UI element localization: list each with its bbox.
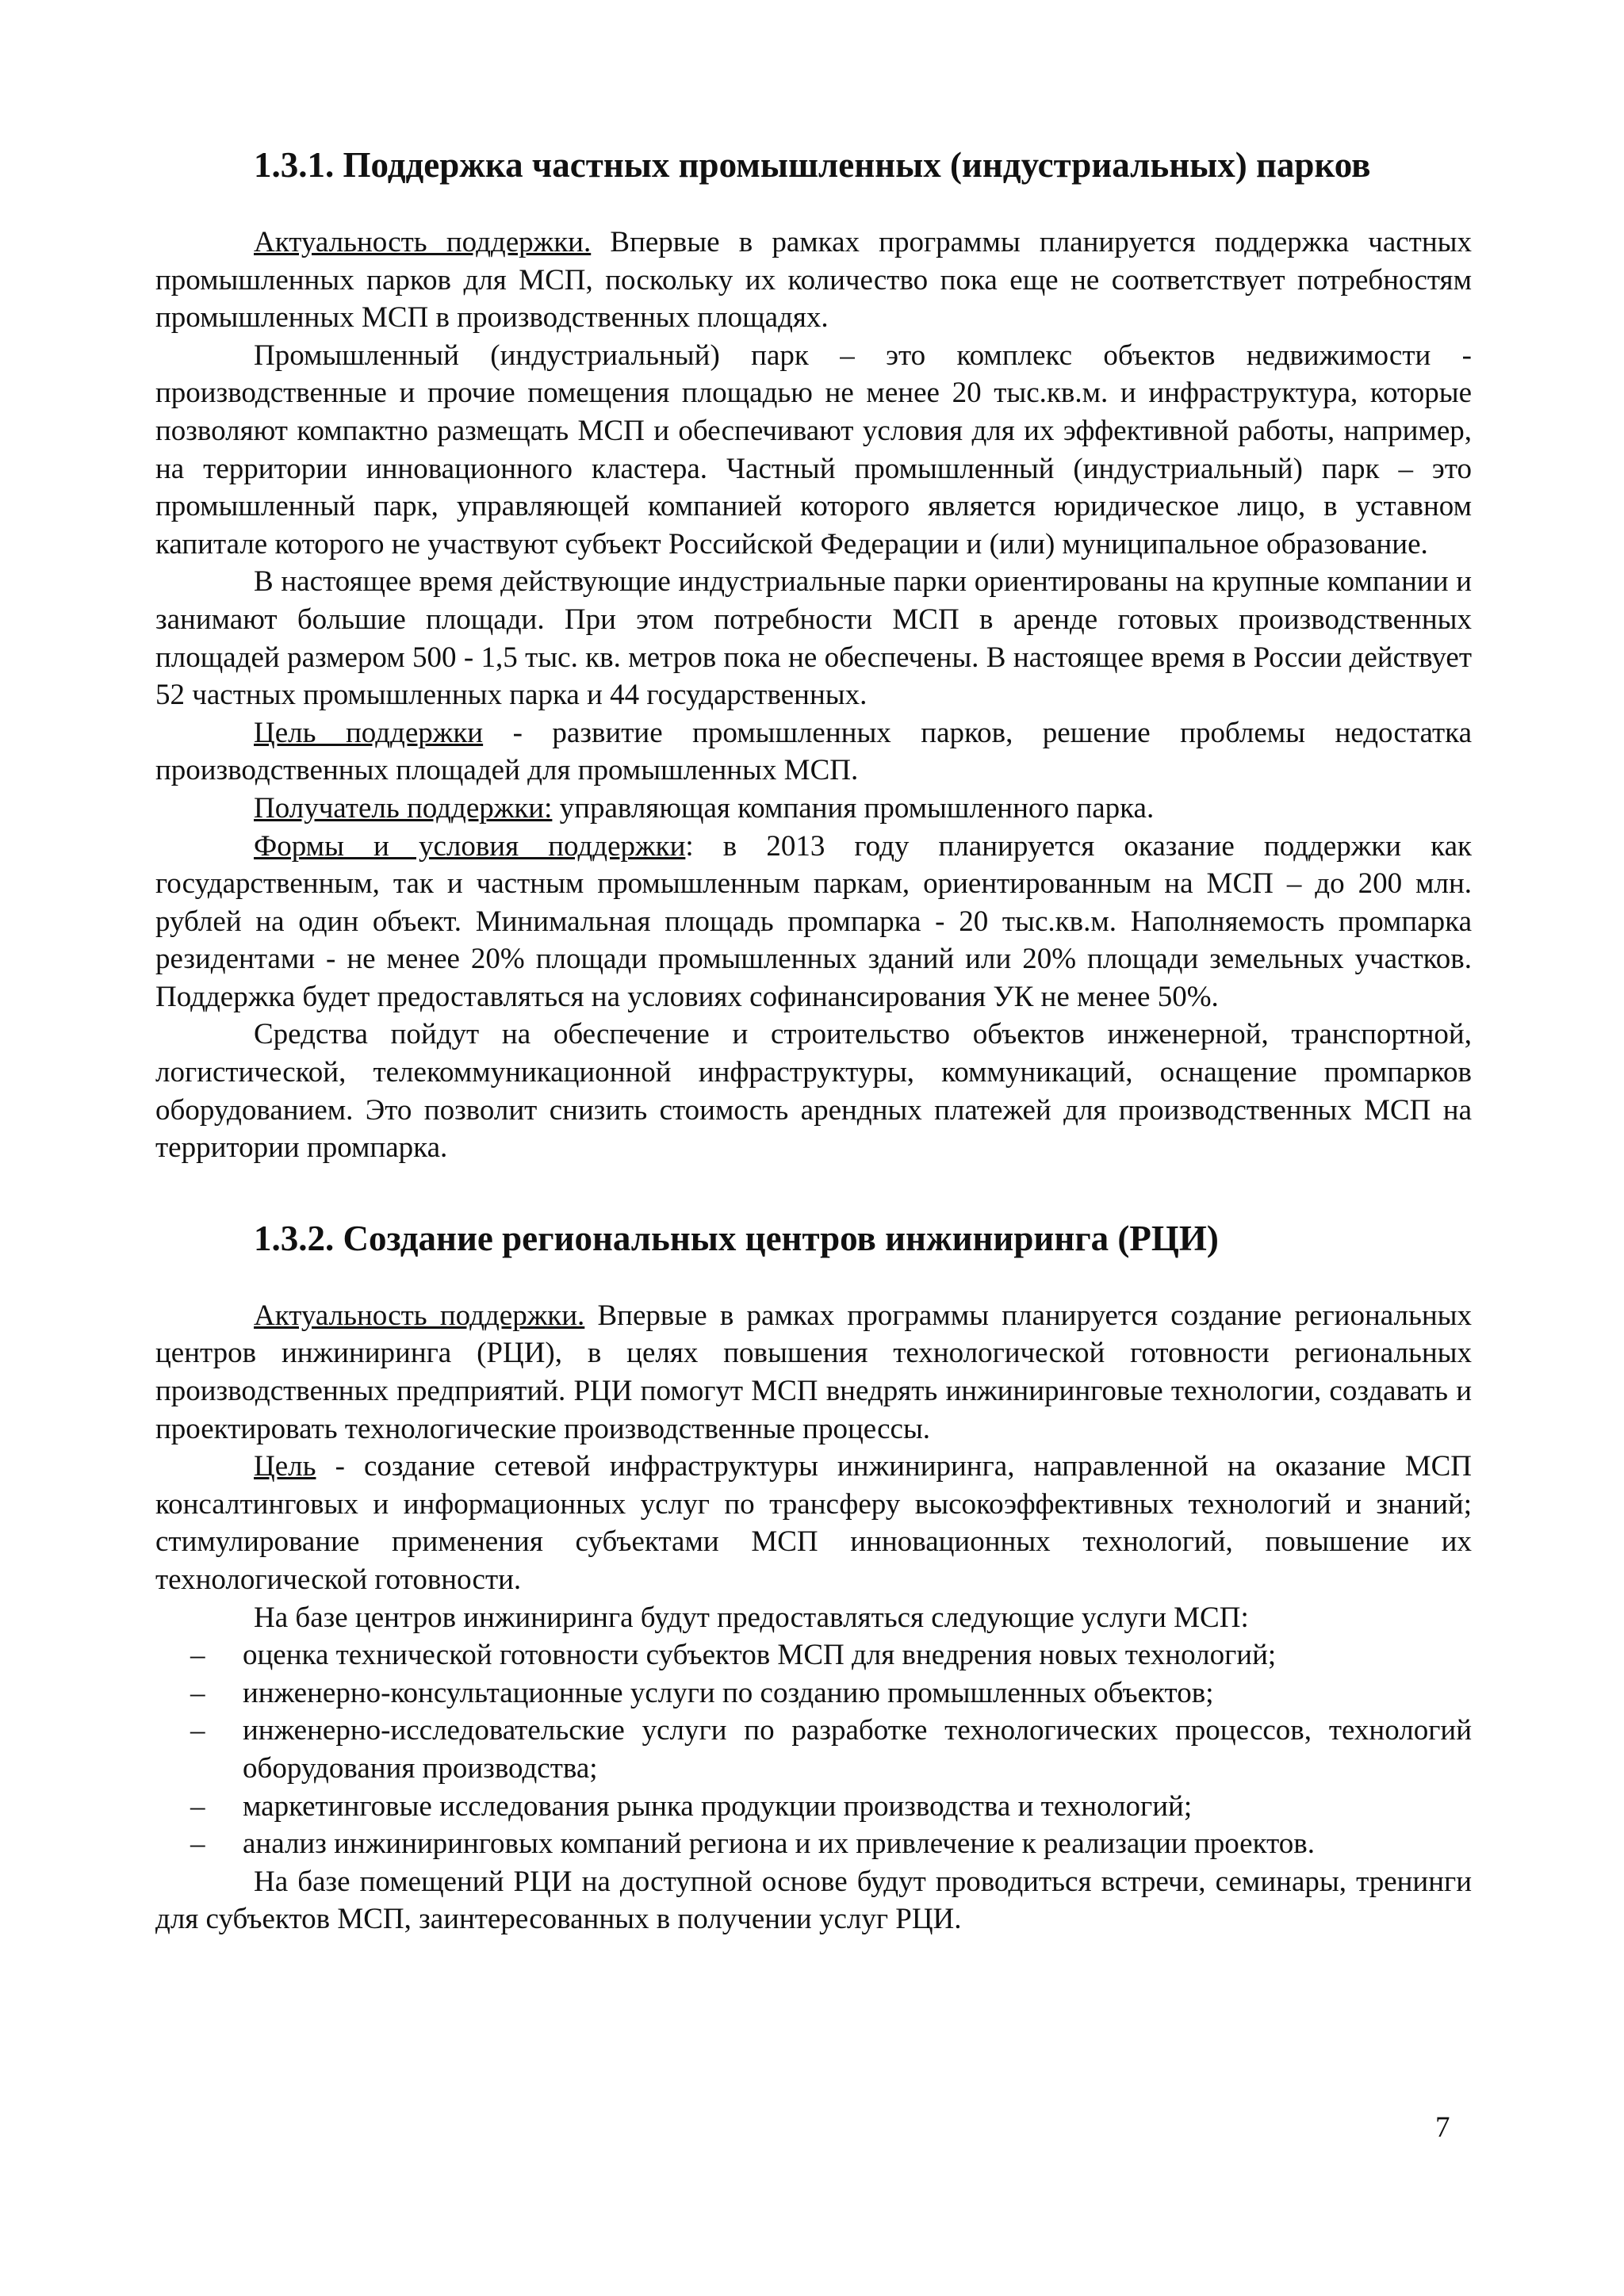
- text-relevance: Впервые в рамках программы планируется поддержка частных промышленных парков для МСП, поскольку их количество пока еще не соответствует потребностям промышленных МСП в производственных площадях.: [155, 226, 1472, 335]
- list-item: – инженерно-консультационные услуги по созданию промышленных объектов;: [155, 1674, 1472, 1712]
- paragraph-recipient: [155, 790, 1472, 828]
- label-goal: Цель поддержки: [254, 716, 484, 749]
- label-relevance-rci: Актуальность поддержки.: [254, 1299, 585, 1332]
- services-list: [155, 1636, 1472, 1863]
- paragraph-current-state: В настоящее время действующие индустриальные парки ориентированы на крупные компании и занимают большие площади. При этом потребности МСП в аренде готовых производственных площадей размером 500 - 1,5 тыс. кв. метров пока не обеспечены. В настоящее время в России действует 52 частных промышленных парка и 44 государственных.: [155, 565, 1472, 712]
- label-recipient: Получатель поддержки:: [254, 791, 553, 825]
- paragraph-park-definition: Промышленный (индустриальный) парк – это комплекс объектов недвижимости - производственные и прочие помещения площадью не менее 20 тыс.кв.м. и инфраструктура, которые позволяют компактно размещать МСП и обеспечивают условия для их эффективной работы, например, на территории инновационного кластера. Частный промышленный (индустриальный) парк – это промышленный парк, управляющей компанией которого является юридическое лицо, в уставном капитале которого не участвуют субъект Российской Федерации и (или) муниципальное образование.: [155, 339, 1472, 561]
- paragraph-meetings: На базе помещений РЦИ на доступной основе будут проводиться встречи, семинары, тренинги для субъектов МСП, заинтересованных в получении услуг РЦИ.: [155, 1865, 1472, 1936]
- dash-bullet: –: [190, 1827, 205, 1861]
- paragraph-forms-conditions: [155, 828, 1472, 1016]
- page-number: 7: [1435, 2111, 1450, 2144]
- label-goal-rci: Цель: [254, 1450, 316, 1483]
- dash-bullet: –: [190, 1789, 205, 1823]
- paragraph-relevance: [155, 224, 1472, 337]
- paragraph-services-intro: На базе центров инжиниринга будут предоставляться следующие услуги МСП:: [254, 1601, 1249, 1634]
- list-item: – анализ инжиниринговых компаний региона и их привлечение к реализации проектов.: [155, 1825, 1472, 1863]
- paragraph-goal: [155, 714, 1472, 790]
- text-forms-conditions: : в 2013 году планируется оказание поддержки как государственным, так и частным промышленным паркам, ориентированным на МСП – до 200 млн. рублей на один объект. Минимальная площадь промпарка - 20 тыс.кв.м. Наполняемость промпарка резидентами - не менее 20% площади промышленных зданий или 20% площади земельных участков. Поддержка будет предоставляться на условиях софинансирования УК не менее 50%.: [155, 829, 1472, 1013]
- paragraph-funds: Средства пойдут на обеспечение и строительство объектов инженерной, транспортной, логистической, телекоммуникационной инфраструктуры, коммуникаций, оснащение промпарков оборудованием. Это позволит снизить стоимость арендных платежей для производственных МСП на территории промпарка.: [155, 1018, 1472, 1165]
- paragraph-goal-rci: [155, 1448, 1472, 1598]
- dash-bullet: –: [190, 1676, 205, 1709]
- label-forms-conditions: Формы и условия поддержки: [254, 829, 686, 863]
- text-recipient: управляющая компания промышленного парка.: [552, 791, 1155, 825]
- text-goal: - развитие промышленных парков, решение проблемы недостатка производственных площадей для промышленных МСП.: [155, 716, 1472, 787]
- label-relevance: Актуальность поддержки.: [254, 226, 592, 258]
- section-heading-industrial-parks: 1.3.1. Поддержка частных промышленных (индустриальных) парков: [254, 145, 1371, 185]
- document-page: [155, 143, 1472, 1938]
- list-item: – инженерно-исследовательские услуги по разработке технологических процессов, технологий оборудования производства;: [155, 1712, 1472, 1787]
- paragraph-relevance-rci: [155, 1297, 1472, 1448]
- list-item: – оценка технической готовности субъектов МСП для внедрения новых технологий;: [155, 1636, 1472, 1674]
- list-item: – маркетинговые исследования рынка продукции производства и технологий;: [155, 1788, 1472, 1826]
- text-relevance-rci: Впервые в рамках программы планируется создание региональных центров инжиниринга (РЦИ), в целях повышения технологической готовности региональных производственных предприятий. РЦИ помогут МСП внедрять инжиниринговые технологии, создавать и проектировать технологические производственные процессы.: [155, 1299, 1472, 1445]
- dash-bullet: –: [190, 1714, 205, 1747]
- dash-bullet: –: [190, 1639, 205, 1672]
- section-heading-engineering-centers: 1.3.2. Создание региональных центров инжиниринга (РЦИ): [254, 1218, 1219, 1258]
- text-goal-rci: - создание сетевой инфраструктуры инжиниринга, направленной на оказание МСП консалтинговых и информационных услуг по трансферу высокоэффективных технологий и знаний; стимулирование применения субъектами МСП инновационных технологий, повышение их технологической готовности.: [155, 1450, 1472, 1596]
